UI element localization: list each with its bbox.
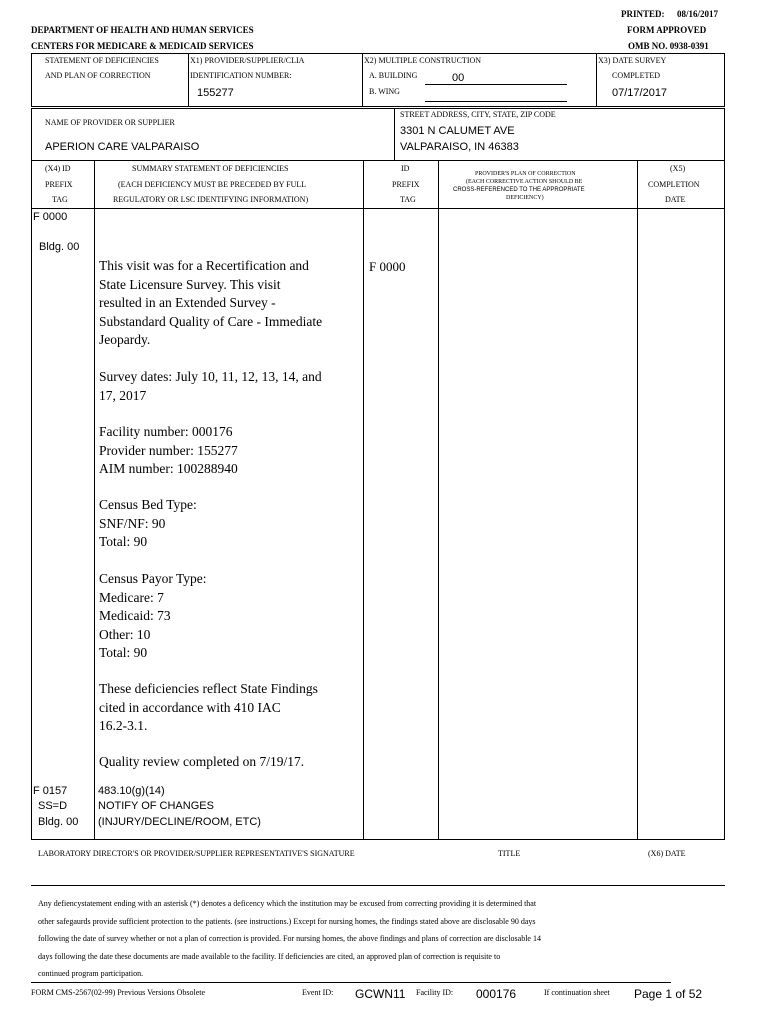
address-line-1: 3301 N CALUMET AVE (400, 125, 515, 137)
department-name: DEPARTMENT OF HEALTH AND HUMAN SERVICES (31, 25, 254, 35)
signature-label: LABORATORY DIRECTOR'S OR PROVIDER/SUPPLIER REPRESENTATIVE'S SIGNATURE (38, 849, 355, 858)
deficiency-tag-1: F 0000 (33, 211, 68, 223)
paragraph-census-bed: Census Bed Type: SNF/NF: 90 Total: 90 (99, 497, 197, 549)
x2-label: X2) MULTIPLE CONSTRUCTION (364, 56, 482, 65)
facility-id-label: Facility ID: (416, 988, 454, 997)
continuation-label: If continuation sheet (544, 988, 610, 997)
event-id-label: Event ID: (302, 988, 334, 997)
page-number: Page 1 of 52 (634, 987, 703, 1001)
title-label: TITLE (498, 849, 521, 858)
wing-label: B. WING (369, 87, 400, 96)
statement-label-2: AND PLAN OF CORRECTION (45, 71, 151, 80)
plan-header-2: (EACH CORRECTIVE ACTION SHOULD BE (466, 179, 583, 185)
omb-number: OMB NO. 0938-0391 (628, 41, 709, 51)
id-header-2: PREFIX (392, 180, 420, 189)
x6-date-label: (X6) DATE (648, 849, 686, 858)
provider-name-value: APERION CARE VALPARAISO (45, 141, 200, 153)
id-tag-1: F 0000 (369, 259, 406, 274)
facility-id-value: 000176 (476, 987, 517, 1001)
paragraph-survey-type: This visit was for a Recertification and State Licensure Survey. This visit resulted in an Extended Survey - Substandard Quality of Care - Immediate Jeopardy. (99, 258, 323, 347)
x4-header-2: PREFIX (45, 180, 73, 189)
disclaimer-text: Any defiencystatement ending with an asterisk (*) denotes a deficency which the institution may be excused from correcting providing it is determined that other safegaurds provide sufficient protection to the patients. (see instructions.) Except for nursing homes, the findings stated above are disclosable 90 days following the date of survey whether or not a plan of correction is provided. For nursing homes, the above findings and plans of correction are disclosable 14 days following the date these documents are made available to the facility. If deficiencies are cited, an approved plan of correction is requisite to continued program participation. (38, 899, 541, 978)
summary-header-2: (EACH DEFICIENCY MUST BE PRECEDED BY FULL (118, 180, 307, 189)
building-tag-2: Bldg. 00 (38, 816, 79, 828)
regulation-subtitle: (INJURY/DECLINE/ROOM, ETC) (98, 816, 261, 828)
building-value: 00 (452, 72, 465, 84)
address-line-2: VALPARAISO, IN 46383 (400, 141, 519, 153)
building-label: A. BUILDING (369, 71, 418, 80)
paragraph-census-payor: Census Payor Type: Medicare: 7 Medicaid: 73 Other: 10 Total: 90 (99, 571, 207, 660)
paragraph-survey-dates: Survey dates: July 10, 11, 12, 13, 14, and 17, 2017 (99, 369, 322, 403)
x3-label-2: COMPLETED (612, 71, 660, 80)
paragraph-facility-ids: Facility number: 000176 Provider number: 155277 AIM number: 100288940 (99, 424, 238, 476)
building-tag-1: Bldg. 00 (39, 241, 80, 253)
centers-name: CENTERS FOR MEDICARE & MEDICAID SERVICES (31, 41, 254, 51)
plan-header-1: PROVIDER'S PLAN OF CORRECTION (475, 171, 576, 177)
statement-label-1: STATEMENT OF DEFICIENCIES (45, 56, 159, 65)
id-header-3: TAG (400, 195, 416, 204)
plan-header-4: DEFICIENCY) (506, 195, 544, 201)
regulation-number: 483.10(g)(14) (98, 785, 165, 797)
deficiency-tag-2: F 0157 (33, 785, 68, 797)
summary-header-3: REGULATORY OR LSC IDENTIFYING INFORMATION) (113, 195, 309, 204)
event-id-value: GCWN11 (355, 987, 406, 1001)
x4-header-3: TAG (52, 195, 68, 204)
address-label: STREET ADDRESS, CITY, STATE, ZIP CODE (400, 110, 556, 119)
x5-header-2: COMPLETION (648, 180, 700, 189)
x1-label-1: X1) PROVIDER/SUPPLIER/CLIA (190, 56, 305, 65)
scope-severity: SS=D (38, 800, 68, 812)
x3-label-1: X3) DATE SURVEY (598, 56, 667, 65)
form-number: FORM CMS-2567(02-99) Previous Versions Obsolete (31, 988, 206, 997)
provider-name-label: NAME OF PROVIDER OR SUPPLIER (45, 118, 175, 127)
paragraph-quality-review: Quality review completed on 7/19/17. (99, 754, 305, 769)
provider-id-value: 155277 (197, 87, 234, 99)
x5-header-3: DATE (665, 195, 686, 204)
x4-header-1: (X4) ID (45, 164, 71, 173)
printed-date: 08/16/2017 (677, 9, 719, 19)
form-approved: FORM APPROVED (627, 25, 707, 35)
x5-header-1: (X5) (670, 164, 686, 173)
x1-label-2: IDENTIFICATION NUMBER: (190, 71, 292, 80)
paragraph-state-findings: These deficiencies reflect State Findings cited in accordance with 410 IAC 16.2-3.1. (99, 681, 318, 733)
id-header-1: ID (401, 164, 410, 173)
summary-header-1: SUMMARY STATEMENT OF DEFICIENCIES (132, 164, 289, 173)
regulation-title: NOTIFY OF CHANGES (98, 800, 214, 812)
printed-label: PRINTED: (621, 9, 665, 19)
plan-header-3: CROSS-REFERENCED TO THE APPROPRIATE (453, 187, 585, 193)
survey-date-value: 07/17/2017 (612, 87, 668, 99)
